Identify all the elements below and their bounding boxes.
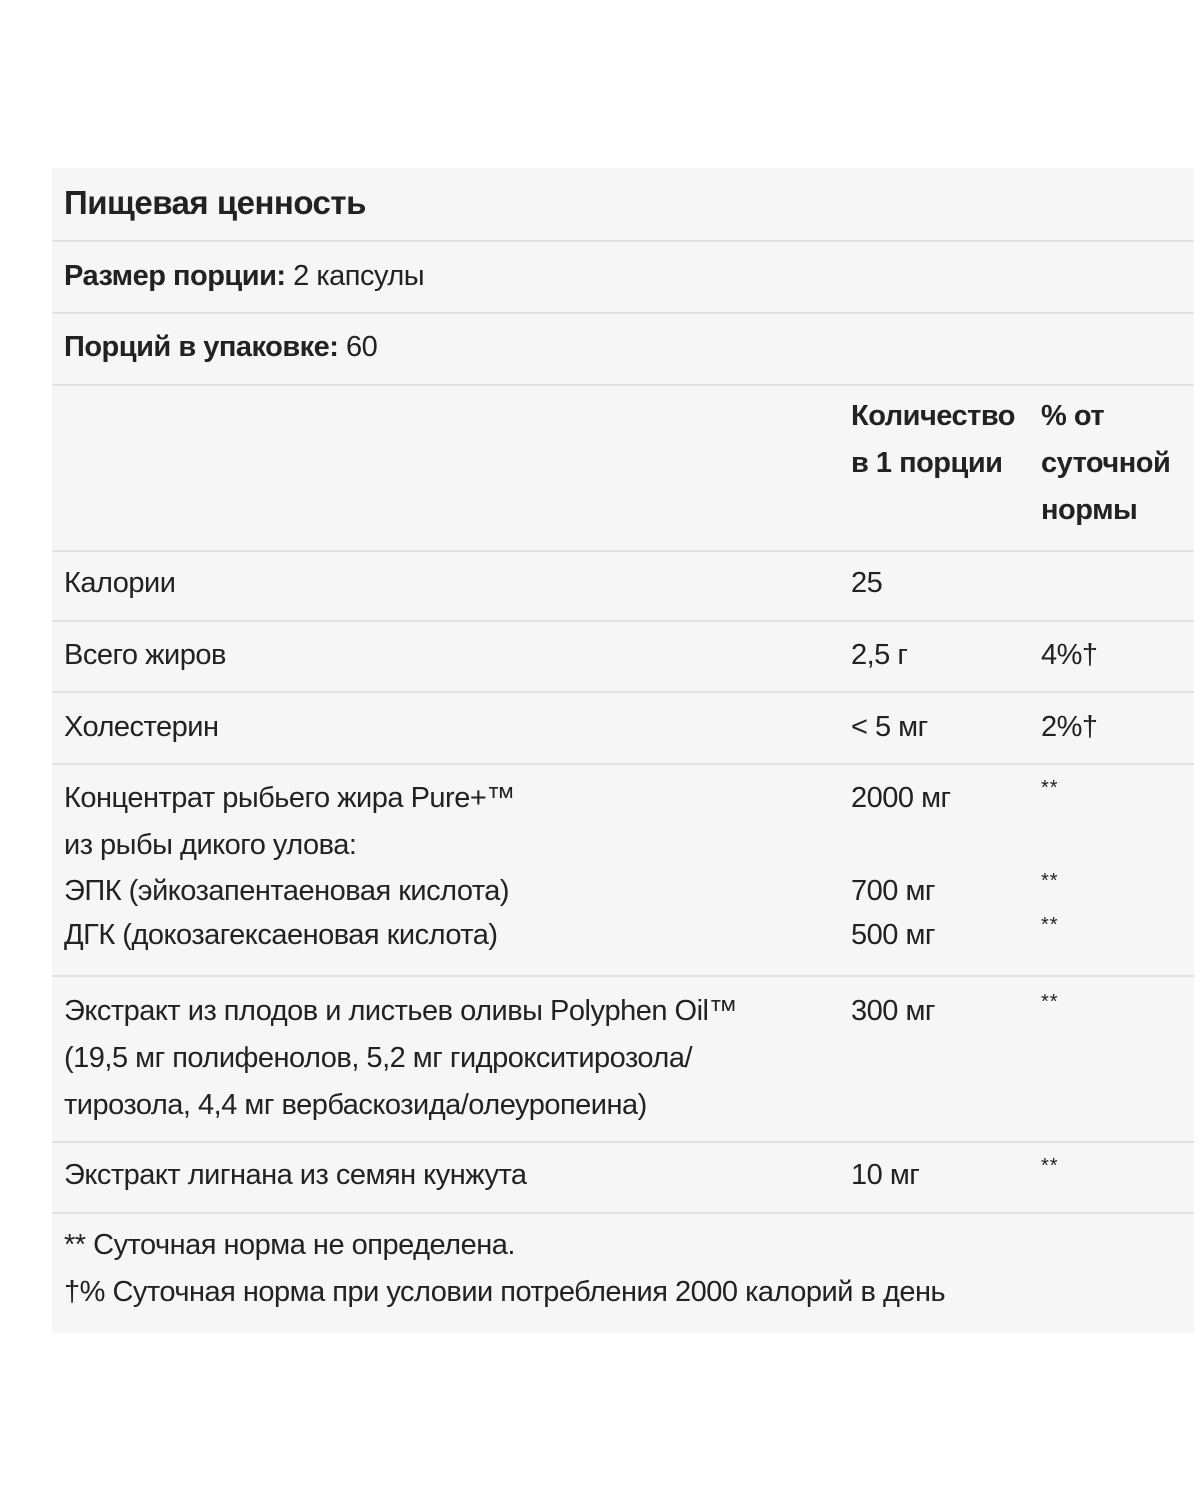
daily-value-header-line: % от [1041,400,1105,432]
daily-value-header-line: суточной [1041,447,1171,479]
nutrient-name: Калории [64,567,176,599]
nutrient-name-line: тирозола, 4,4 мг вербаскозида/олеуропеина) [64,1089,647,1121]
nutrient-amount-line: 500 мг [851,919,935,951]
amount-header-line: в 1 порции [851,447,1003,479]
nutrient-daily-value-line [1041,812,1059,859]
nutrient-amount-line: 700 мг [851,875,935,907]
footnotes-row [52,1214,1194,1333]
nutrient-amount: 10 мг [851,1159,920,1191]
column-header-row [52,386,1194,552]
nutrient-daily-value-line: ** [1041,777,1059,799]
amount-column-header [851,393,1015,487]
nutrient-daily-value: ** [1041,991,1059,1013]
footnote: †% Суточная норма при условии потребления 2000 калорий в день [64,1276,946,1308]
servings-per-container-value: 60 [338,331,378,363]
nutrient-name-line: (19,5 мг полифенолов, 5,2 мг гидрокситирозола/ [64,1042,693,1074]
amount-header-line: Количество [851,400,1016,432]
nutrition-facts-panel [52,168,1194,1333]
nutrient-name: Экстракт лигнана из семян кунжута [64,1159,527,1191]
nutrient-daily-value [1041,765,1059,947]
nutrient-amount: < 5 мг [851,711,928,743]
nutrient-daily-value: 2%† [1041,711,1098,743]
nutrient-daily-value-line: ** [1041,870,1059,892]
serving-size-row [52,242,1194,314]
nutrient-daily-value-line: ** [1041,914,1059,936]
nutrient-name-line: ЭПК (эйкозапентаеновая кислота) [64,875,510,907]
nutrient-row [52,622,1194,693]
footnote: ** Суточная норма не определена. [64,1229,515,1261]
serving-size-label: Размер порции: [64,260,286,292]
nutrient-name [64,988,737,1129]
nutrition-title: Пищевая ценность [64,184,366,221]
nutrition-title-row [52,168,1194,242]
nutrient-daily-value: ** [1041,1155,1059,1177]
nutrient-amount [851,775,951,957]
nutrient-name-line: из рыбы дикого улова: [64,829,357,861]
nutrient-amount-line [851,822,951,869]
daily-value-header-line: нормы [1041,494,1138,526]
nutrient-amount: 2,5 г [851,639,908,671]
nutrient-row [52,552,1194,622]
nutrient-amount: 25 [851,567,883,599]
nutrient-name [64,775,515,957]
serving-size-value: 2 капсулы [285,260,425,292]
nutrient-row [52,977,1194,1143]
nutrient-amount: 300 мг [851,995,935,1027]
nutrient-name-line: Концентрат рыбьего жира Pure+™ [64,782,515,814]
nutrient-name: Холестерин [64,711,219,743]
nutrient-daily-value: 4%† [1041,639,1098,671]
servings-per-container-label: Порций в упаковке: [64,331,339,363]
footnotes [64,1222,945,1316]
nutrient-name: Всего жиров [64,639,226,671]
nutrient-amount-line: 2000 мг [851,782,951,814]
nutrient-name-line: Экстракт из плодов и листьев оливы Polyphen Oil™ [64,995,737,1027]
serving-size [64,253,424,300]
nutrient-name-line: ДГК (докозагексаеновая кислота) [64,919,498,951]
nutrient-row [52,693,1194,765]
nutrient-row [52,765,1194,977]
daily-value-column-header [1041,393,1170,534]
servings-per-container [64,324,377,371]
nutrient-row [52,1143,1194,1214]
servings-per-container-row [52,314,1194,386]
